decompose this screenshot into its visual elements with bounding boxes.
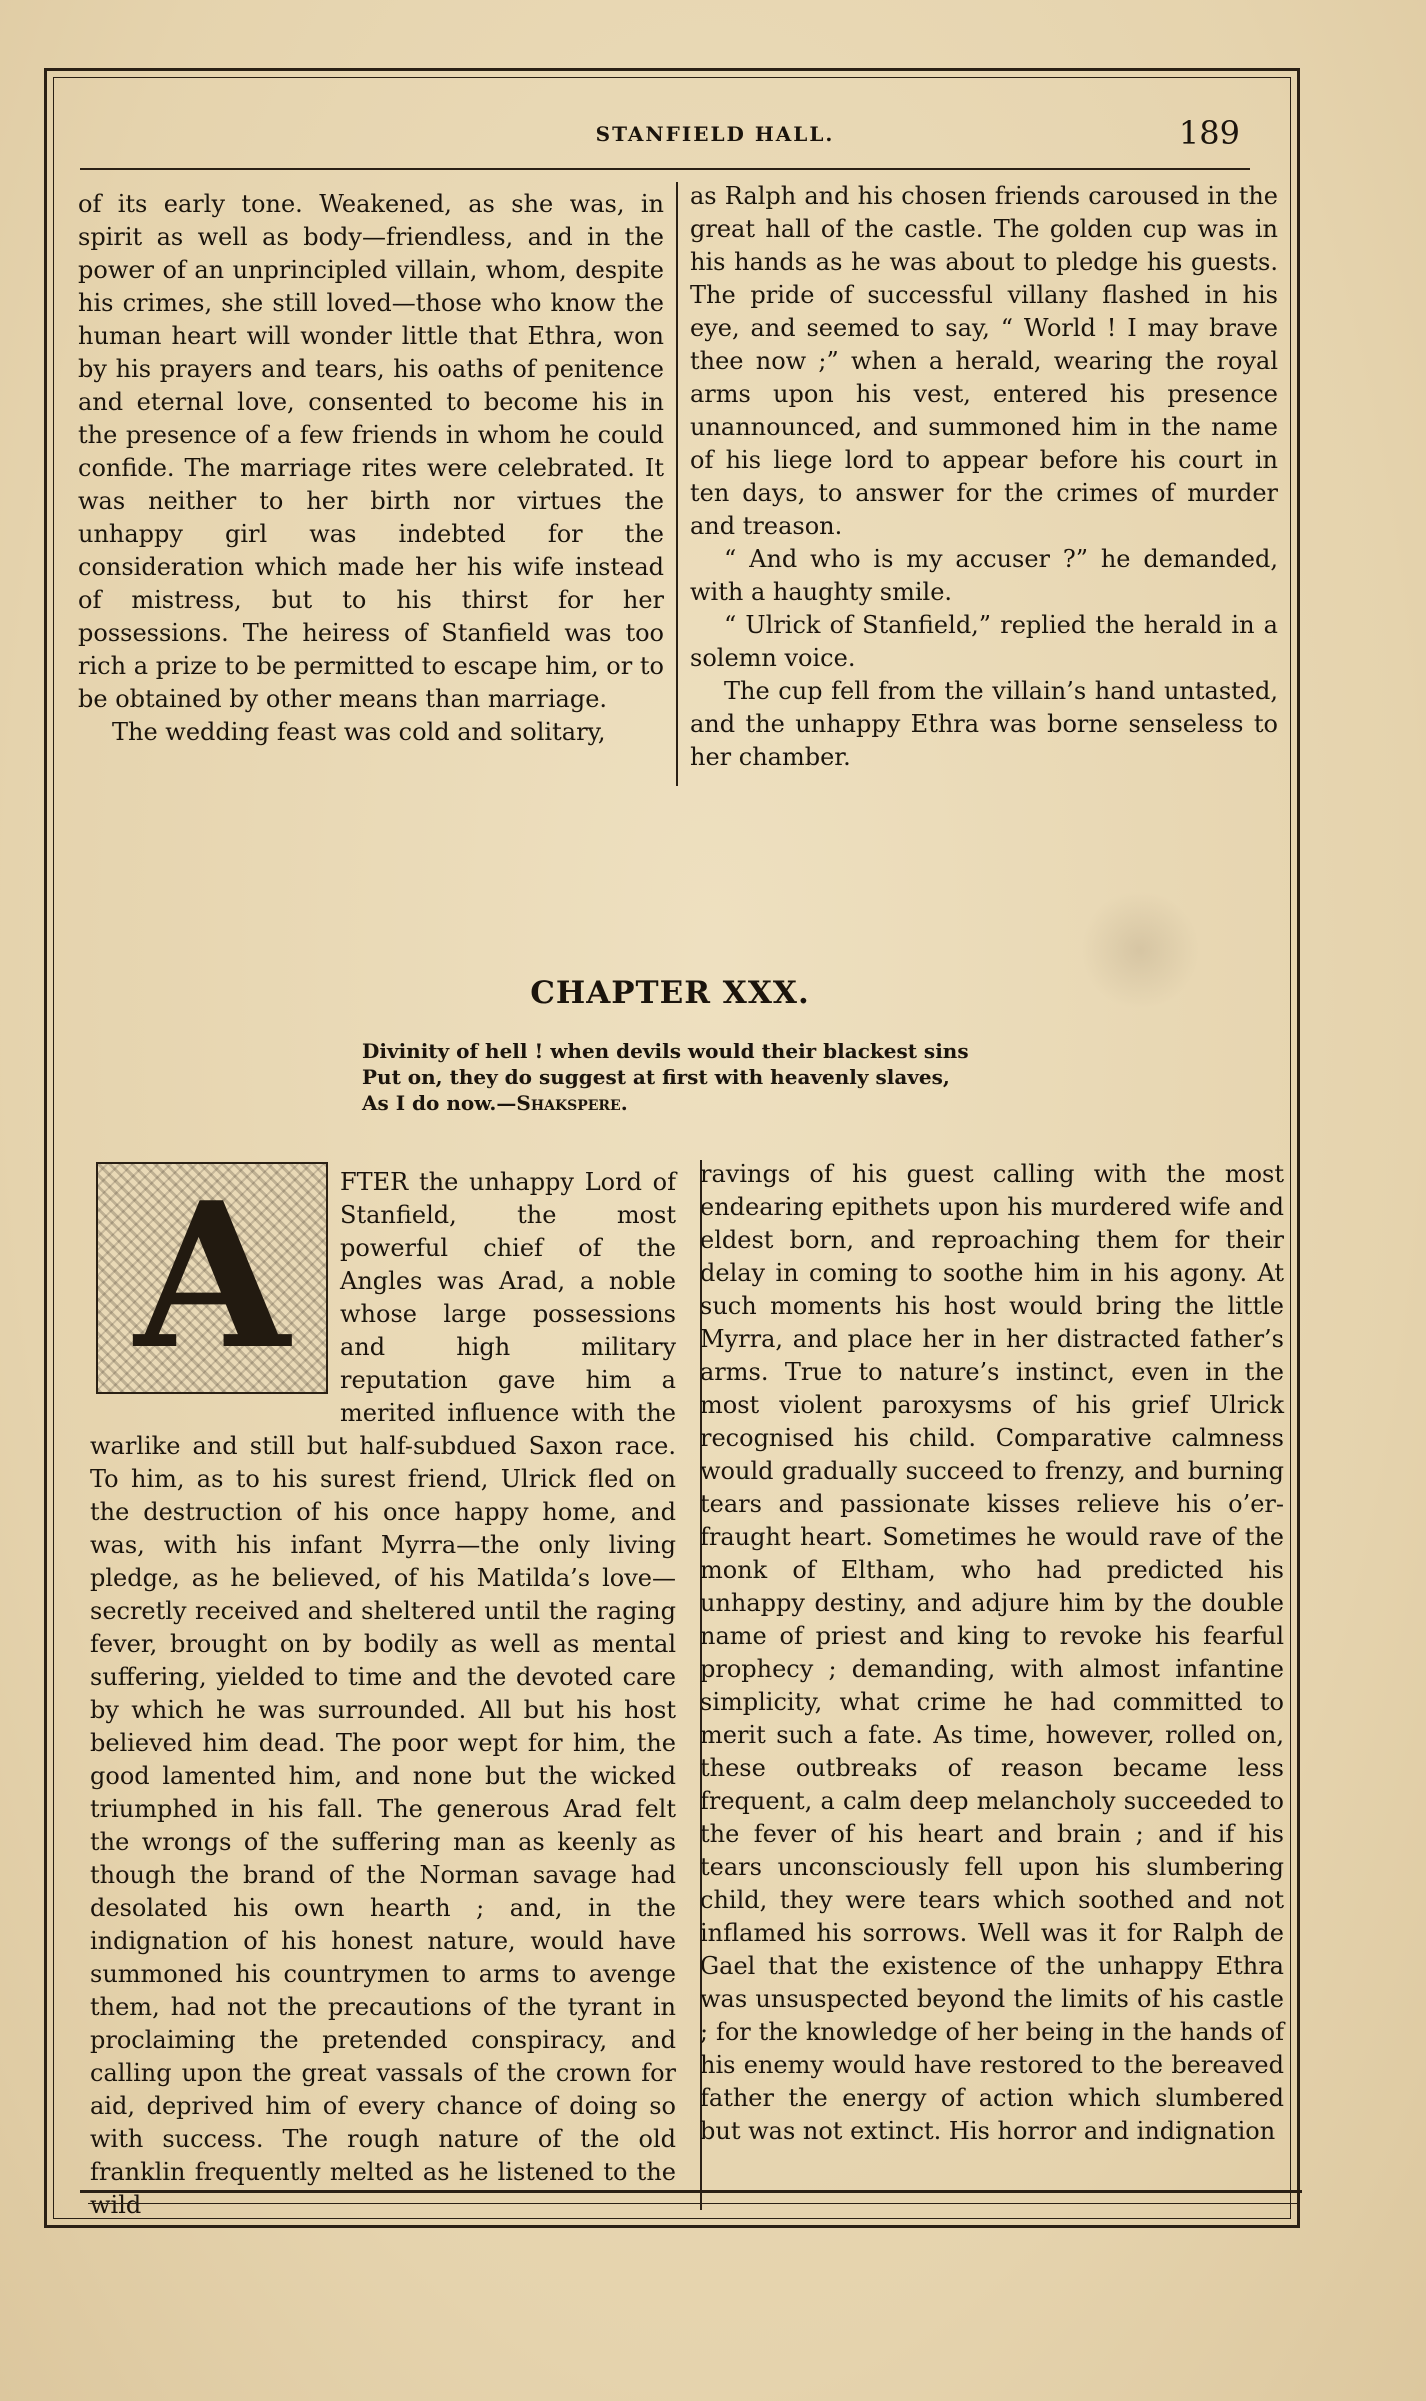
column-divider [676, 182, 678, 786]
epigraph-line [362, 1090, 1042, 1116]
page-number: 189 [1178, 114, 1240, 152]
paper-stain [1080, 890, 1200, 1010]
dropcap-letter: A [134, 1159, 290, 1394]
paragraph: FTER the unhappy Lord of Stanfield, the most powerful chief of the Angles was Arad, a noble whose large possessions and high military reputation gave him a merited influence with the warlike and still but half-subdued Saxon race. To him, as to his surest friend, Ulrick fled on the destruction of his once happy home, and was, with his infant Myrra—the only living pledge, as he believed, of his Matilda’s love—secretly received and sheltered until the raging fever, brought on by bodily as well as mental suffering, yielded to time and the devoted care by which he was surrounded. All but his host believed him dead. The poor wept for him, the good lamented him, and none but the wicked triumphed in his fall. The generous Arad felt the wrongs of the suffering man as keenly as though the brand of the Norman savage had desolated his own hearth ; and, in the indignation of his honest nature, would have summoned his countrymen to arms to avenge them, had not the precautions of the tyrant in proclaiming the pretended conspiracy, and calling upon the great vassals of the crown for aid, deprived him of every chance of doing so with success. The rough nature of the old franklin frequently melted as he listened to the wild [90, 1168, 676, 2219]
top-left-column [78, 188, 664, 749]
bottom-left-column [90, 1159, 676, 2222]
dropcap-spacer [90, 1159, 340, 1398]
chapter-title: CHAPTER XXX. [530, 975, 810, 1011]
paragraph: as Ralph and his chosen friends caroused in the great hall of the castle. The golden cup was in his hands as he was about to pledge his guests. The pride of successful villany flashed in his eye, and seemed to say, “ World ! I may brave thee now ;” when a herald, wearing the royal arms upon his vest, entered his presence unannounced, and summoned him in the name of his liege lord to appear before his court in ten days, to answer for the crimes of murder and treason. [690, 182, 1278, 540]
paragraph: ravings of his guest calling with the most endearing epithets upon his murdered wife and eldest born, and reproaching them for their delay in coming to soothe him in his agony. At such moments his host would bring the little Myrra, and place her in her distracted father’s arms. True to nature’s instinct, even in the most violent paroxysms of his grief Ulrick recognised his child. Comparative calmness would gradually succeed to frenzy, and burning tears and passionate kisses relieve his o’er-fraught heart. Sometimes he would rave of the monk of Eltham, who had predicted his unhappy destiny, and adjure him by the double name of priest and king to revoke his fearful prophecy ; demanding, with almost infantine simplicity, what crime he had committed to merit such a fate. As time, however, rolled on, these outbreaks of reason became less frequent, a calm deep melancholy succeeded to the fever of his heart and brain ; and if his tears unconsciously fell upon his slumbering child, they were tears which soothed and not inflamed his sorrows. Well was it for Ralph de Gael that the existence of the unhappy Ethra was unsuspected beyond the limits of his castle ; for the knowledge of her being in the hands of his enemy would have restored to the bereaved father the energy of action which slumbered but was not extinct. His horror and indignation [700, 1160, 1284, 2145]
epigraph-line: Put on, they do suggest at first with heavenly slaves, [362, 1065, 950, 1089]
top-right-column [690, 180, 1278, 774]
running-title: STANFIELD HALL. [595, 122, 835, 146]
paragraph: The cup fell from the villain’s hand untasted, and the unhappy Ethra was borne senseless to her chamber. [690, 677, 1278, 771]
epigraph-attribution: Shakspere. [516, 1091, 628, 1115]
page-header [90, 112, 1250, 162]
paragraph: The wedding feast was cold and solitary, [112, 718, 606, 746]
paragraph: of its early tone. Weakened, as she was, in spirit as well as body—friendless, and in the power of an unprincipled villain, whom, despite his crimes, she still loved—those who know the human heart will wonder little that Ethra, won by his prayers and tears, his oaths of penitence and eternal love, consented to become his in the presence of a few friends in whom he could confide. The marriage rites were celebrated. It was neither to her birth nor virtues the unhappy girl was indebted for the consideration which made her his wife instead of mistress, but to his thirst for her possessions. The heiress of Stanfield was too rich a prize to be permitted to escape him, or to be obtained by other means than marriage. [78, 190, 664, 713]
paragraph: “ Ulrick of Stanfield,” replied the herald in a solemn voice. [690, 611, 1278, 672]
bottom-right-column [700, 1158, 1284, 2148]
epigraph-line-text: As I do now.— [362, 1091, 517, 1115]
epigraph [362, 1038, 1042, 1116]
epigraph-line: Divinity of hell ! when devils would their blackest sins [362, 1039, 969, 1063]
header-rule [80, 168, 1250, 170]
paragraph: “ And who is my accuser ?” he demanded, with a haughty smile. [690, 545, 1278, 606]
bottom-rule [80, 2190, 1302, 2193]
bottom-rule [88, 2203, 1298, 2204]
